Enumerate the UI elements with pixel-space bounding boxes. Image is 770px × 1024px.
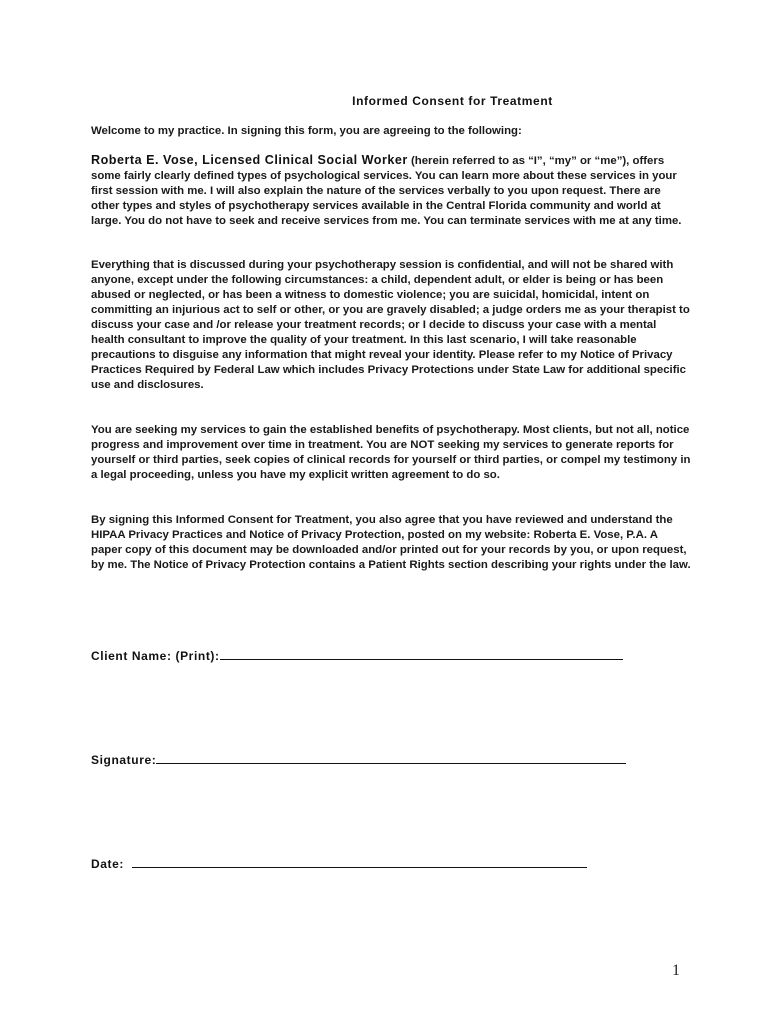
intro-paragraph: Welcome to my practice. In signing this form, you are agreeing to the following:	[91, 125, 522, 137]
page-number: 1	[672, 962, 680, 979]
date-field[interactable]	[91, 856, 587, 871]
provider-paragraph	[91, 153, 691, 229]
signature-line[interactable]	[156, 752, 626, 764]
client-name-label: Client Name: (Print):	[91, 649, 220, 663]
provider-name: Roberta E. Vose, Licensed Clinical Social Worker	[91, 153, 408, 167]
provider-paragraph-text: (herein referred to as “I”, “my” or “me”), offers some fairly clearly defined types of psychological services. You can learn more about these services in your first session with me. I will also explain the nature of the services verbally to you upon request. There are other types and styles of psychotherapy services available in the Central Florida community and world at large. You do not have to seek and receive services from me. You can terminate services with me at any time.	[91, 155, 682, 227]
client-name-field[interactable]	[91, 648, 623, 663]
signature-field[interactable]	[91, 752, 626, 767]
date-label: Date:	[91, 857, 125, 871]
client-name-line[interactable]	[220, 648, 623, 660]
date-line[interactable]	[132, 856, 587, 868]
hipaa-paragraph: By signing this Informed Consent for Treatment, you also agree that you have reviewed and understand the HIPAA Privacy Practices and Notice of Privacy Protection, posted on my website: Roberta E. Vose, P.A. A paper copy of this document may be downloaded and/or printed out for your records by you, or upon request, by me. The Notice of Privacy Protection contains a Patient Rights section describing your rights under the law.	[91, 514, 691, 571]
services-paragraph: You are seeking my services to gain the established benefits of psychotherapy. Most clients, but not all, notice progress and improvement over time in treatment. You are NOT seeking my services to generate reports for yourself or third parties, seek copies of clinical records for yourself or third parties, or compel my testimony in a legal proceeding, unless you have my explicit written agreement to do so.	[91, 424, 691, 481]
confidentiality-paragraph: Everything that is discussed during your psychotherapy session is confidential, and will not be shared with anyone, except under the following circumstances: a child, dependent adult, or elder is being or has been abused or neglected, or has been a witness to domestic violence; you are suicidal, homicidal, intent on committing an injurious act to self or other, or you are gravely disabled; a judge orders me as your therapist to discuss your case and /or release your treatment records; or I decide to discuss your case with a mental health consultant to improve the quality of your treatment. In this last scenario, I will take reasonable precautions to disguise any information that might reveal your identity. Please refer to my Notice of Privacy Practices Required by Federal Law which includes Privacy Protections under State Law for additional specific use and disclosures.	[91, 259, 690, 391]
signature-label: Signature:	[91, 753, 157, 767]
document-title: Informed Consent for Treatment	[352, 94, 553, 108]
